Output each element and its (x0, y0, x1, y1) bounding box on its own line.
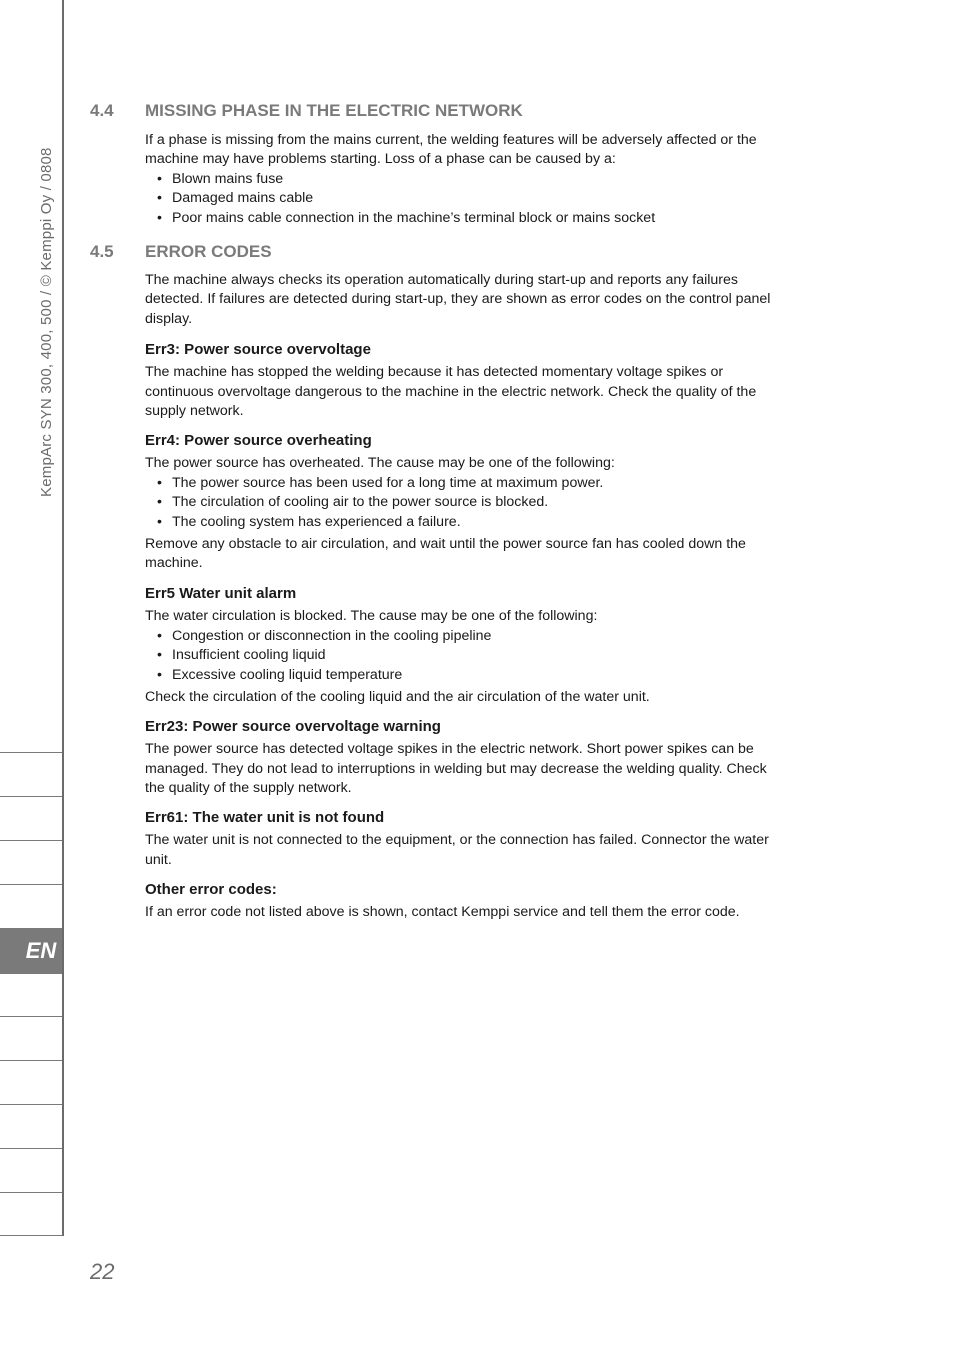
bullet-list (145, 474, 785, 532)
language-tab-blank[interactable] (0, 973, 62, 1016)
paragraph: The power source has overheated. The cause may be one of the following: (145, 455, 615, 472)
error-heading: Err23: Power source overvoltage warning (145, 718, 441, 735)
paragraph: If a phase is missing from the mains current, the welding features will be adversely affected or the machine may have problems starting. Loss of a phase can be caused by a: (145, 132, 757, 168)
error-heading: Err3: Power source overvoltage (145, 341, 371, 358)
language-tab-blank[interactable] (0, 1192, 62, 1235)
section-number: 4.5 (90, 242, 114, 261)
paragraph: The water circulation is blocked. The cause may be one of the following: (145, 608, 598, 625)
paragraph: The water unit is not connected to the equipment, or the connection has failed. Connector the water unit. (145, 832, 769, 868)
language-tab-blank[interactable] (0, 840, 62, 883)
language-tab-blank[interactable] (0, 1060, 62, 1103)
error-heading: Err5 Water unit alarm (145, 585, 297, 602)
running-header: KempArc SYN 300, 400, 500 / © Kemppi Oy / 0808 (38, 147, 55, 497)
error-heading: Other error codes: (145, 881, 277, 898)
list-item: • Congestion or disconnection in the cooling pipeline (145, 627, 785, 646)
list-item: • Poor mains cable connection in the machine’s terminal block or mains socket (145, 209, 785, 228)
error-heading: Err61: The water unit is not found (145, 809, 385, 826)
section-heading-4-5 (90, 242, 272, 262)
err5-block (145, 584, 785, 707)
bullet-list (145, 627, 785, 685)
section-4-5-intro (145, 271, 785, 329)
err3-block (145, 340, 785, 422)
paragraph: The power source has detected voltage spikes in the electric network. Short power spikes can be managed. They do not lead to interruptions in welding but may decrease the welding quality. Check the quality of the supply network. (145, 741, 767, 797)
paragraph: The machine has stopped the welding because it has detected momentary voltage spikes or continuous overvoltage dangerous to the machine in the electric network. Check the quality of the supply network. (145, 364, 757, 420)
sidebar-divider (62, 0, 64, 1236)
paragraph: If an error code not listed above is shown, contact Kemppi service and tell them the error code. (145, 904, 740, 921)
list-item: • Excessive cooling liquid temperature (145, 666, 785, 685)
language-tab-blank[interactable] (0, 752, 62, 795)
bullet-list (145, 170, 785, 228)
other-errors-block (145, 880, 785, 923)
language-tab-blank[interactable] (0, 796, 62, 839)
list-item: • Blown mains fuse (145, 170, 785, 189)
paragraph: The machine always checks its operation automatically during start-up and reports any failures detected. If failures are detected during start-up, they are shown as error codes on the control panel display. (145, 272, 771, 327)
error-heading: Err4: Power source overheating (145, 432, 372, 449)
paragraph: Check the circulation of the cooling liquid and the air circulation of the water unit. (145, 689, 650, 706)
section-title: ERROR CODES (145, 242, 272, 261)
list-item: • The cooling system has experienced a failure. (145, 513, 785, 532)
language-tab-blank[interactable] (0, 1016, 62, 1059)
language-tab-blank[interactable] (0, 884, 62, 927)
list-item: • Insufficient cooling liquid (145, 646, 785, 665)
section-4-4-body (145, 131, 785, 228)
language-tab-blank[interactable] (0, 1148, 62, 1191)
language-tab-en[interactable]: EN (0, 928, 62, 973)
section-title: MISSING PHASE IN THE ELECTRIC NETWORK (145, 101, 523, 120)
err4-block (145, 431, 785, 574)
language-tab-blank[interactable] (0, 1104, 62, 1147)
list-item: • The circulation of cooling air to the power source is blocked. (145, 493, 785, 512)
err61-block (145, 808, 785, 870)
tab-bottom-rule (0, 1235, 62, 1236)
section-heading-4-4 (90, 101, 523, 121)
list-item: • The power source has been used for a long time at maximum power. (145, 474, 785, 493)
list-item: • Damaged mains cable (145, 189, 785, 208)
section-number: 4.4 (90, 101, 114, 120)
err23-block (145, 717, 785, 799)
paragraph: Remove any obstacle to air circulation, and wait until the power source fan has cooled down the machine. (145, 536, 746, 572)
page-number: 22 (90, 1259, 115, 1284)
